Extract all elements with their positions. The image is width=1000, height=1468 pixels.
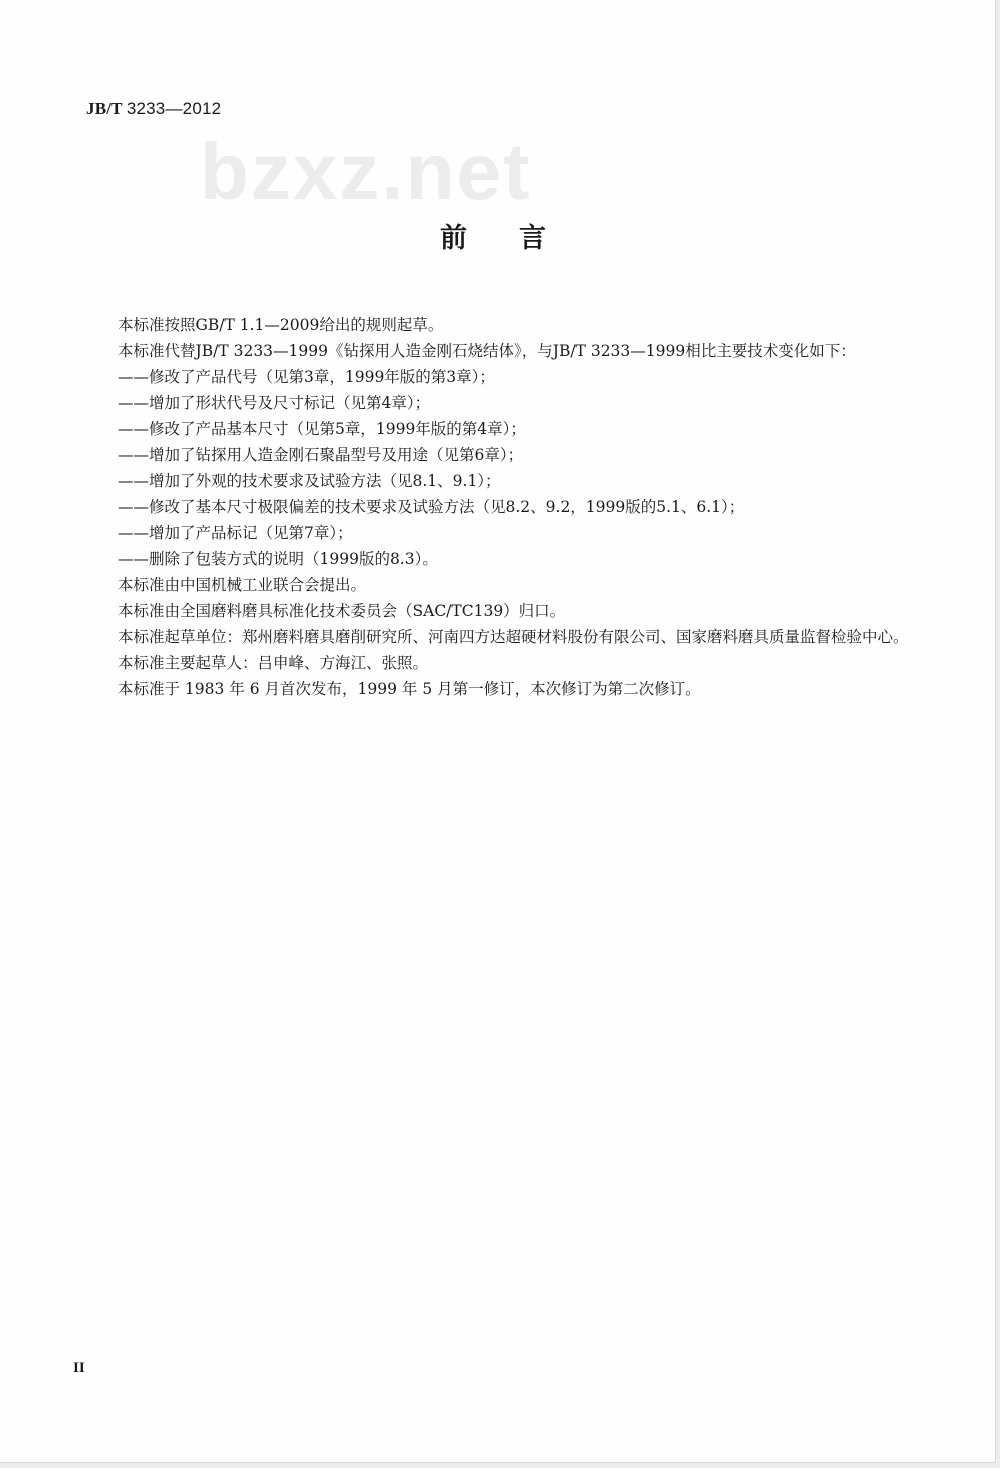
paragraph-replaces: 本标准代替JB/T 3233—1999《钻探用人造金刚石烧结体》，与JB/T 3233—1999相比主要技术变化如下： — [118, 342, 856, 360]
paragraph-proposed-by: 本标准由中国机械工业联合会提出。 — [118, 576, 367, 594]
title-char-2: 言 — [519, 223, 546, 254]
standard-code-number: 3233—2012 — [126, 99, 222, 118]
change-item: ——增加了形状代号及尺寸标记（见第4章）； — [118, 394, 431, 412]
paragraph-history: 本标准于 1983 年 6 月首次发布，1999 年 5 月第一修订，本次修订为第二次修订。 — [118, 680, 701, 698]
paragraph-drafters: 本标准主要起草人：吕申峰、方海江、张照。 — [118, 654, 429, 672]
change-item: ——增加了钻探用人造金刚石聚晶型号及用途（见第6章）； — [118, 446, 524, 464]
standard-code-prefix: JB/T — [86, 99, 127, 118]
change-item: ——增加了外观的技术要求及试验方法（见8.1、9.1）； — [118, 472, 501, 490]
change-item: ——增加了产品标记（见第7章）； — [118, 524, 353, 542]
page-title — [440, 216, 546, 255]
page-number: II — [73, 1360, 85, 1376]
paragraph-drafting-units: 本标准起草单位：郑州磨料磨具磨削研究所、河南四方达超硬材料股份有限公司、国家磨料磨具质量监督检验中心。 — [118, 628, 909, 646]
paragraph-centralized-by: 本标准由全国磨料磨具标准化技术委员会（SAC/TC139）归口。 — [118, 602, 566, 620]
change-item: ——修改了产品代号（见第3章，1999年版的第3章）； — [118, 368, 495, 386]
watermark: bzxz.net — [200, 127, 532, 216]
change-item: ——修改了产品基本尺寸（见第5章，1999年版的第4章）； — [118, 420, 526, 438]
title-char-1: 前 — [440, 223, 467, 254]
foreword-body — [85, 312, 915, 702]
change-item: ——修改了基本尺寸极限偏差的技术要求及试验方法（见8.2、9.2，1999版的5.1、6.1）； — [118, 498, 745, 516]
paragraph-drafting-rule: 本标准按照GB/T 1.1—2009给出的规则起草。 — [118, 316, 444, 334]
standard-code — [86, 99, 221, 119]
change-item: ——删除了包装方式的说明（1999版的8.3）。 — [118, 550, 438, 568]
